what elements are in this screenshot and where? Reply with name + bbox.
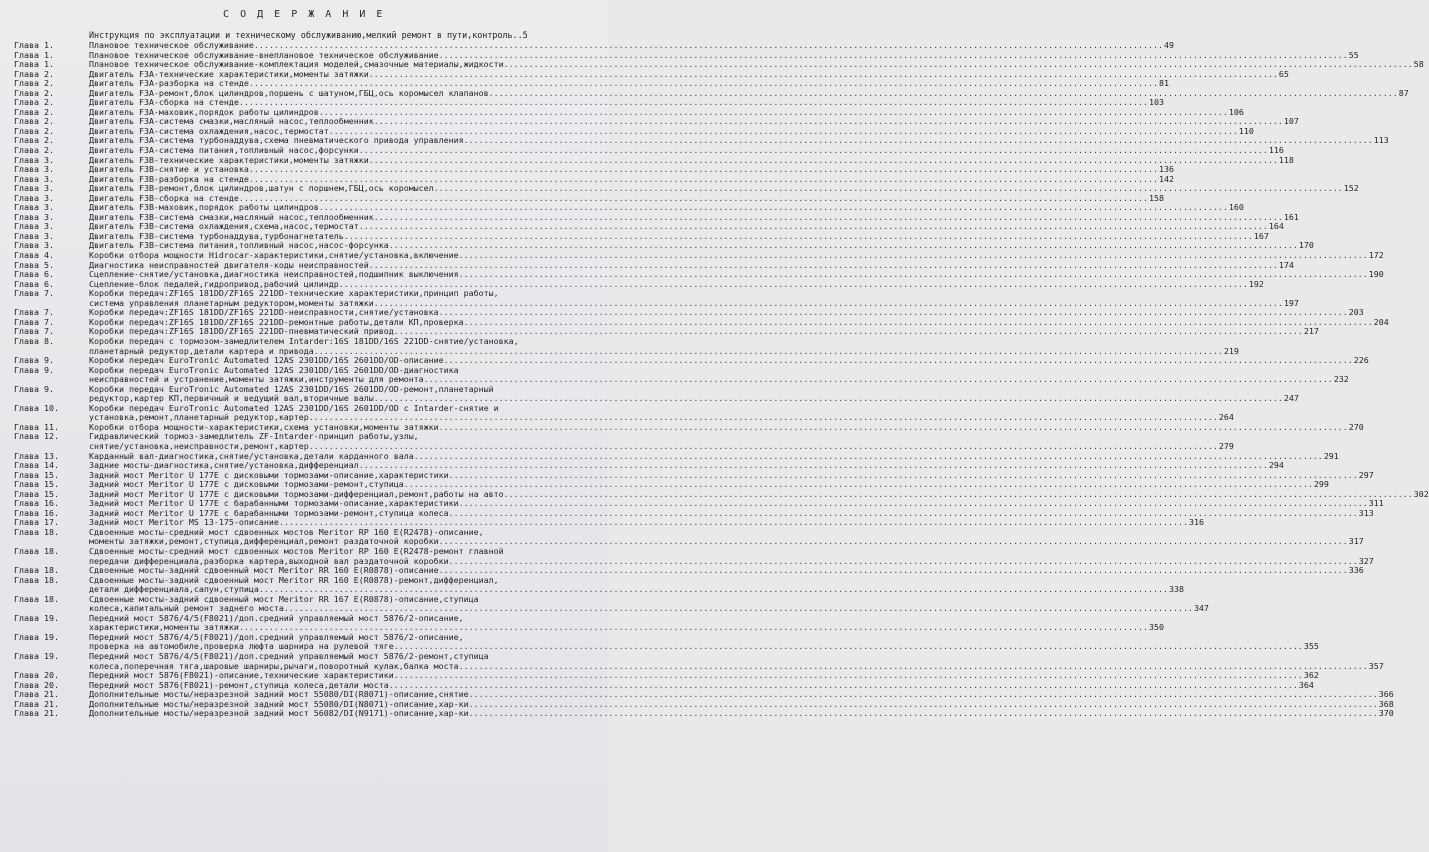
toc-chapter-label: Глава 7. <box>14 307 54 318</box>
toc-page-number: 311 <box>1368 498 1384 509</box>
toc-entry-text: Сдвоенные мосты-задний сдвоенный мост Meritor RR 167 E(R0878)-описание,ступица <box>89 593 479 604</box>
toc-entry-text: Сдвоенные мосты-средний мост сдвоенных мостов Meritor RP 160 E(R2478)-описание, <box>89 526 484 537</box>
toc-chapter-label: Глава 20. <box>14 679 59 690</box>
toc-page-number: 136 <box>1158 164 1174 175</box>
toc-chapter-label: Глава 1. <box>14 49 54 60</box>
toc-page-number: 217 <box>1303 326 1319 337</box>
toc-page-number: 174 <box>1278 259 1294 270</box>
toc-chapter-label: Глава 5. <box>14 259 54 270</box>
toc-page-number: 172 <box>1368 250 1384 261</box>
toc-dot-leader <box>439 423 1348 433</box>
toc-dot-leader <box>469 709 1378 719</box>
toc-entry-text: снятие/установка,неисправности,ремонт,картер <box>89 440 309 451</box>
toc-chapter-label: Глава 21. <box>14 698 59 709</box>
toc-chapter-label: Глава 3. <box>14 202 54 213</box>
toc-page-number: 192 <box>1248 278 1264 289</box>
toc-page-number: 106 <box>1228 106 1244 117</box>
toc-chapter-label: Глава 9. <box>14 383 54 394</box>
toc-chapter-label: Глава 3. <box>14 164 54 175</box>
toc-entry[interactable] <box>14 574 1184 595</box>
toc-page-number: 81 <box>1158 78 1169 89</box>
toc-dot-leader <box>444 356 1353 366</box>
toc-entry[interactable] <box>14 288 1299 308</box>
toc-entry-text: Сдвоенные мосты-средний мост сдвоенных мостов Meritor RP 160 E(R2478-ремонт главной <box>89 545 504 556</box>
toc-chapter-label: Глава 2. <box>14 78 54 89</box>
toc-entry-text: детали дифференциала,сапун,ступица <box>89 584 259 595</box>
toc-chapter-label: Глава 2. <box>14 125 54 136</box>
toc-chapter-label: Глава 2. <box>14 135 54 146</box>
toc-entry-text: Двигатель F3B-ремонт,блок цилиндров,шатун с поршнем,ГБЦ,ось коромысел <box>89 183 434 194</box>
toc-page-number: 355 <box>1303 641 1319 652</box>
toc-entry-text: Задний мост Meritor U 177E с барабанными тормозами-ремонт,ступица колеса <box>89 507 449 518</box>
toc-chapter-label: Глава 3. <box>14 173 54 184</box>
toc-entry[interactable] <box>14 402 1234 423</box>
toc-entry-text: Плановое техническое обслуживание <box>89 40 254 50</box>
toc-page-number: 142 <box>1158 173 1174 184</box>
toc-entry-text: планетарный редуктор,детали картера и привода <box>89 345 314 356</box>
toc-page-number: 297 <box>1358 469 1374 480</box>
toc-entry-text: Коробки передач EuroTronic Automated 12AS 2301DD/16S 2601DD/OD-ремонт,планетарный <box>89 383 494 394</box>
toc-chapter-label: Глава 7. <box>14 326 54 337</box>
toc-entry-text: установка,ремонт,планетарный редуктор,картер <box>89 412 309 423</box>
toc-page-number: 336 <box>1348 565 1364 576</box>
toc-page-number: 167 <box>1253 230 1269 241</box>
toc-chapter-label: Глава 6. <box>14 269 54 280</box>
toc-page-number: 279 <box>1218 440 1234 451</box>
toc-page-number: 247 <box>1283 393 1299 404</box>
toc-entry-text: Двигатель F3A-сборка на стенде <box>89 97 239 108</box>
toc-chapter-label: Глава 18. <box>14 545 59 556</box>
toc-entry[interactable] <box>14 708 1394 719</box>
toc-entry[interactable] <box>14 431 1234 451</box>
toc-entry[interactable] <box>14 335 1239 356</box>
toc-entry-text: Дополнительные мосты/неразрезной задний мост 55080/DI(R8071)-описание,снятие <box>89 689 469 700</box>
toc-chapter-label: Глава 19. <box>14 612 59 623</box>
toc-entry-text: редуктор,картер КП,первичный и ведущий вал,вторичные валы <box>89 393 374 404</box>
toc-entry-text: Двигатель F3B-разборка на стенде <box>89 173 249 184</box>
toc-entry-text: Двигатель F3A-разборка на стенде <box>89 78 249 89</box>
toc-dot-leader <box>374 394 1283 404</box>
toc-entry-text: Двигатель F3B-система питания,топливный насос,насос-форсунка <box>89 240 389 251</box>
toc-page-number: 317 <box>1348 536 1364 547</box>
toc-page-number: 118 <box>1278 154 1294 165</box>
toc-entry-text: неисправностей и устранение,моменты затяжки,инструменты для ремонта <box>89 374 424 385</box>
toc-chapter-label: Глава 2. <box>14 87 54 98</box>
toc-page-number: 65 <box>1278 68 1289 79</box>
toc-entry-text: система управления планетарным редуктором,моменты затяжки <box>89 297 374 308</box>
toc-entry-text: Двигатель F3B-система охлаждения,схема,насос,термостат <box>89 221 359 232</box>
toc-page-number: 204 <box>1373 316 1389 327</box>
toc-entry-text: Плановое техническое обслуживание-внеплановое техническое обслуживание <box>89 49 439 60</box>
toc-page-number: 55 <box>1348 49 1359 60</box>
toc-page-number: 87 <box>1398 87 1409 98</box>
toc-entry-text: Двигатель F3A-маховик,порядок работы цилиндров <box>89 106 319 117</box>
intro-text: Инструкция по эксплуатации и техническому обслуживанию,мелкий ремонт в пути,контроль.. <box>89 30 523 40</box>
toc-page-number: 170 <box>1298 240 1314 251</box>
toc-entry-text: проверка на автомобиле,проверка люфта шарнира на рулевой тяге <box>89 641 394 652</box>
toc-chapter-label: Глава 16. <box>14 507 59 518</box>
toc-chapter-label: Глава 3. <box>14 211 54 222</box>
toc-entry-text: Передний мост 5876(F8021)-описание,технические характеристики <box>89 670 394 681</box>
toc-page-number: 103 <box>1148 97 1164 108</box>
toc-entry-text: Передний мост 5876/4/5(F8021)/доп.средний управляемый мост 5876/2-описание, <box>89 631 464 642</box>
toc-chapter-label: Глава 2. <box>14 68 54 79</box>
toc-page-number: 270 <box>1348 421 1364 432</box>
toc-page-number: 160 <box>1228 202 1244 213</box>
toc-entry-text: Двигатель F3A-система смазки,масляный насос,теплообменник <box>89 116 374 127</box>
toc-chapter-label: Глава 21. <box>14 689 59 700</box>
toc-dot-leader <box>394 642 1303 652</box>
toc-page-number: 232 <box>1333 374 1349 385</box>
toc-page-number: 203 <box>1348 307 1364 318</box>
toc-intro-entry[interactable] <box>89 30 589 41</box>
toc-chapter-label: Глава 15. <box>14 469 59 480</box>
toc-chapter-label: Глава 9. <box>14 364 54 375</box>
toc-entry-text: Двигатель F3A-система турбонаддува,схема пневматического привода управления <box>89 135 464 146</box>
toc-chapter-label: Глава 7. <box>14 288 54 299</box>
toc-entry-text: Задние мосты-диагностика,снятие/установка,дифференциал <box>89 460 359 471</box>
toc-chapter-label: Глава 3. <box>14 183 54 194</box>
toc-entry-text: Задний мост Meritor U 177E с дисковыми тормозами-описание,характеристики <box>89 469 449 480</box>
toc-page-number: 226 <box>1353 355 1369 366</box>
toc-page-number: 107 <box>1283 116 1299 127</box>
toc-entry-text: Коробки передач:ZF16S 181DD/ZF16S 221DD-технические характеристики,принцип работы, <box>89 288 499 299</box>
toc-page-number: 152 <box>1343 183 1359 194</box>
toc-page-number: 364 <box>1298 679 1314 690</box>
toc-chapter-label: Глава 3. <box>14 154 54 165</box>
toc-entry[interactable] <box>14 364 1349 385</box>
toc-entry-text: Коробки передач EuroTronic Automated 12AS 2301DD/16S 2601DD/OD с Intarder-снятие и <box>89 402 499 413</box>
toc-chapter-label: Глава 6. <box>14 278 54 289</box>
toc-entry-text: Двигатель F3B-система турбонаддува,турбонагнетатель <box>89 230 344 241</box>
toc-entry[interactable] <box>14 651 1384 671</box>
toc-entry-text: Двигатель F3A-система охлаждения,насос,термостат <box>89 125 329 136</box>
toc-page-number: 357 <box>1368 660 1384 671</box>
toc-entry[interactable] <box>14 526 1364 547</box>
toc-entry-text: колеса,капитальный ремонт заднего моста <box>89 603 284 614</box>
toc-page-number: 49 <box>1163 40 1174 50</box>
toc-chapter-label: Глава 15. <box>14 488 59 499</box>
intro-page: 5 <box>522 30 528 40</box>
toc-entry[interactable] <box>14 545 1374 566</box>
toc-chapter-label: Глава 1. <box>14 59 54 70</box>
toc-entry-text: Коробки передач:ZF16S 181DD/ZF16S 221DD-неисправности,снятие/установка <box>89 307 439 318</box>
toc-entry-text: Сдвоенные мосты-задний сдвоенный мост Meritor RR 160 E(R0878)-ремонт,дифференциал, <box>89 574 499 585</box>
toc-entry-text: моменты затяжки,ремонт,ступица,дифференциал,ремонт раздаточной коробки <box>89 536 439 547</box>
toc-entry-text: Двигатель F3A-система питания,топливный насос,форсунки <box>89 145 359 156</box>
toc-page-number: 161 <box>1283 211 1299 222</box>
toc-page-number: 347 <box>1193 603 1209 614</box>
toc-page-number: 302 <box>1413 488 1429 499</box>
toc-page-number: 294 <box>1268 460 1284 471</box>
toc-chapter-label: Глава 10. <box>14 402 59 413</box>
toc-entry-text: Карданный вал-диагностика,снятие/установка,детали карданного вала <box>89 450 414 461</box>
toc-entry[interactable] <box>14 631 1319 652</box>
toc-page-number: 370 <box>1378 708 1394 719</box>
toc-entry-text: Коробки отбора мощности-характеристики,схема установки,моменты затяжки <box>89 421 439 432</box>
toc-page-number: 362 <box>1303 670 1319 681</box>
toc-entry-text: Коробки передач:ZF16S 181DD/ZF16S 221DD-ремонтные работы,детали КП,проверка <box>89 316 464 327</box>
toc-entry-text: Задний мост Meritor U 177E с барабанными тормозами-описание,характеристики <box>89 498 459 509</box>
toc-chapter-label: Глава 17. <box>14 517 59 528</box>
toc-chapter-label: Глава 11. <box>14 421 59 432</box>
toc-page-number: 58 <box>1413 59 1424 70</box>
toc-page-number: 316 <box>1188 517 1204 528</box>
toc-entry-text: Двигатель F3A-технические характеристики,моменты затяжки <box>89 68 369 79</box>
toc-dot-leader <box>439 537 1348 547</box>
toc-page-number: 190 <box>1368 269 1384 280</box>
toc-page-number: 299 <box>1313 479 1329 490</box>
toc-entry-text: Коробки передач EuroTronic Automated 12AS 2301DD/16S 2601DD/OD-описание <box>89 355 444 366</box>
toc-chapter-label: Глава 3. <box>14 240 54 251</box>
toc-page-number: 197 <box>1283 297 1299 308</box>
toc-page-number: 158 <box>1148 192 1164 203</box>
toc-chapter-label: Глава 18. <box>14 526 59 537</box>
toc-chapter-label: Глава 7. <box>14 316 54 327</box>
page-title: С О Д Е Р Ж А Н И Е <box>223 9 385 20</box>
toc-dot-leader <box>439 566 1348 576</box>
toc-chapter-label: Глава 13. <box>14 450 59 461</box>
toc-entry-text: Задний мост Meritor U 177E с дисковыми тормозами-дифференциал,ремонт,работы на авто <box>89 488 504 499</box>
toc-entry-text: Коробки отбора мощности Hidrocar-характеристики,снятие/установка,включение <box>89 250 459 261</box>
toc-entry-text: Коробки передач с тормозом-замедлителем Intarder:16S 181DD/16S 221DD-снятие/установка, <box>89 335 519 346</box>
toc-entry-text: Задний мост Meritor U 177E с дисковыми тормозами-ремонт,ступица <box>89 479 404 490</box>
toc-chapter-label: Глава 21. <box>14 708 59 719</box>
toc-entry-text: Гидравлический тормоз-замедлитель ZF-Intarder-принцип работы,узлы, <box>89 431 419 442</box>
toc-chapter-label: Глава 3. <box>14 192 54 203</box>
toc-entry-text: Коробки передач EuroTronic Automated 12AS 2301DD/16S 2601DD/OD-диагностика <box>89 364 459 375</box>
toc-list <box>14 40 1429 719</box>
toc-dot-leader <box>394 327 1303 337</box>
toc-page-number: 264 <box>1218 412 1234 423</box>
toc-chapter-label: Глава 8. <box>14 335 54 346</box>
toc-entry-text: Коробки передач:ZF16S 181DD/ZF16S 221DD-пневматический привод <box>89 326 394 337</box>
toc-page-number: 164 <box>1268 221 1284 232</box>
toc-page-number: 113 <box>1373 135 1389 146</box>
toc-entry-text: Передний мост 5876/4/5(F8021)/доп.средний управляемый мост 5876/2-описание, <box>89 612 464 623</box>
toc-page-number: 110 <box>1238 125 1254 136</box>
toc-chapter-label: Глава 18. <box>14 565 59 576</box>
toc-entry-text: Задний мост Meritor MS 13-175-описание <box>89 517 279 528</box>
toc-chapter-label: Глава 1. <box>14 40 54 50</box>
toc-entry-text: Двигатель F3B-система смазки,масляный насос,теплообменник <box>89 211 374 222</box>
toc-entry-text: Дополнительные мосты/неразрезной задний мост 55080/DI(N8071)-описание,хар-ки <box>89 698 469 709</box>
toc-entry[interactable] <box>14 593 1209 614</box>
toc-chapter-label: Глава 2. <box>14 116 54 127</box>
toc-entry-text: Двигатель F3A-ремонт,блок цилиндров,поршень с шатуном,ГБЦ,ось коромысел клапанов <box>89 87 489 98</box>
toc-entry-text: Двигатель F3B-маховик,порядок работы цилиндров <box>89 202 319 213</box>
toc-page-number: 116 <box>1268 145 1284 156</box>
toc-entry-text: характеристики,моменты затяжки <box>89 622 239 633</box>
toc-page-number: 350 <box>1148 622 1164 633</box>
toc-page-number: 313 <box>1358 507 1374 518</box>
toc-entry-text: Передний мост 5876/4/5(F8021)/доп.средний управляемый мост 5876/2-ремонт,ступица <box>89 651 489 661</box>
toc-chapter-label: Глава 15. <box>14 479 59 490</box>
toc-page-number: 291 <box>1323 450 1339 461</box>
toc-entry-text: Двигатель F3B-снятие и установка <box>89 164 249 175</box>
toc-entry-text: Дополнительные мосты/неразрезной задний мост 56082/DI(N9171)-описание,хар-ки <box>89 708 469 719</box>
toc-page-number: 327 <box>1358 555 1374 566</box>
toc-entry-text: передачи дифференциала,разборка картера,выходной вал раздаточной коробки <box>89 555 449 566</box>
toc-entry-text: колеса,поперечная тяга,шаровые шарниры,рычаги,поворотный кулак,балка моста <box>89 660 459 671</box>
toc-chapter-label: Глава 16. <box>14 498 59 509</box>
toc-chapter-label: Глава 4. <box>14 250 54 261</box>
toc-chapter-label: Глава 19. <box>14 651 59 661</box>
toc-page-number: 219 <box>1223 345 1239 356</box>
toc-chapter-label: Глава 20. <box>14 670 59 681</box>
toc-entry-text: Передний мост 5876(F8021)-ремонт,ступица колеса,детали моста <box>89 679 389 690</box>
toc-chapter-label: Глава 18. <box>14 593 59 604</box>
toc-page-number: 368 <box>1378 698 1394 709</box>
toc-chapter-label: Глава 3. <box>14 230 54 241</box>
toc-chapter-label: Глава 9. <box>14 355 54 366</box>
toc-chapter-label: Глава 2. <box>14 97 54 108</box>
toc-chapter-label: Глава 19. <box>14 631 59 642</box>
toc-entry-text: Сцепление-блок педалей,гидропривод,рабочий цилиндр <box>89 278 339 289</box>
toc-entry-text: Сцепление-снятие/установка,диагностика неисправностей,подшипник выключения <box>89 269 459 280</box>
toc-entry-text: Двигатель F3B-сборка на стенде <box>89 192 239 203</box>
toc-chapter-label: Глава 14. <box>14 460 59 471</box>
toc-chapter-label: Глава 18. <box>14 574 59 585</box>
toc-chapter-label: Глава 2. <box>14 106 54 117</box>
toc-dot-leader <box>424 375 1333 385</box>
toc-entry-text: Сдвоенные мосты-задний сдвоенный мост Meritor RR 160 E(R0878)-описание <box>89 565 439 576</box>
toc-chapter-label: Глава 12. <box>14 431 59 442</box>
toc-entry[interactable] <box>14 383 1299 404</box>
toc-page-number: 338 <box>1168 584 1184 595</box>
toc-entry-text: Двигатель F3B-технические характеристики,моменты затяжки <box>89 154 369 165</box>
toc-page-number: 366 <box>1378 689 1394 700</box>
toc-chapter-label: Глава 3. <box>14 221 54 232</box>
toc-entry-text: Плановое техническое обслуживание-комплектация моделей,смазочные материалы,жидкости <box>89 59 504 70</box>
toc-entry-text: Диагностика неисправностей двигателя-коды неисправностей <box>89 259 369 270</box>
toc-entry[interactable] <box>14 612 1164 633</box>
toc-chapter-label: Глава 2. <box>14 145 54 156</box>
